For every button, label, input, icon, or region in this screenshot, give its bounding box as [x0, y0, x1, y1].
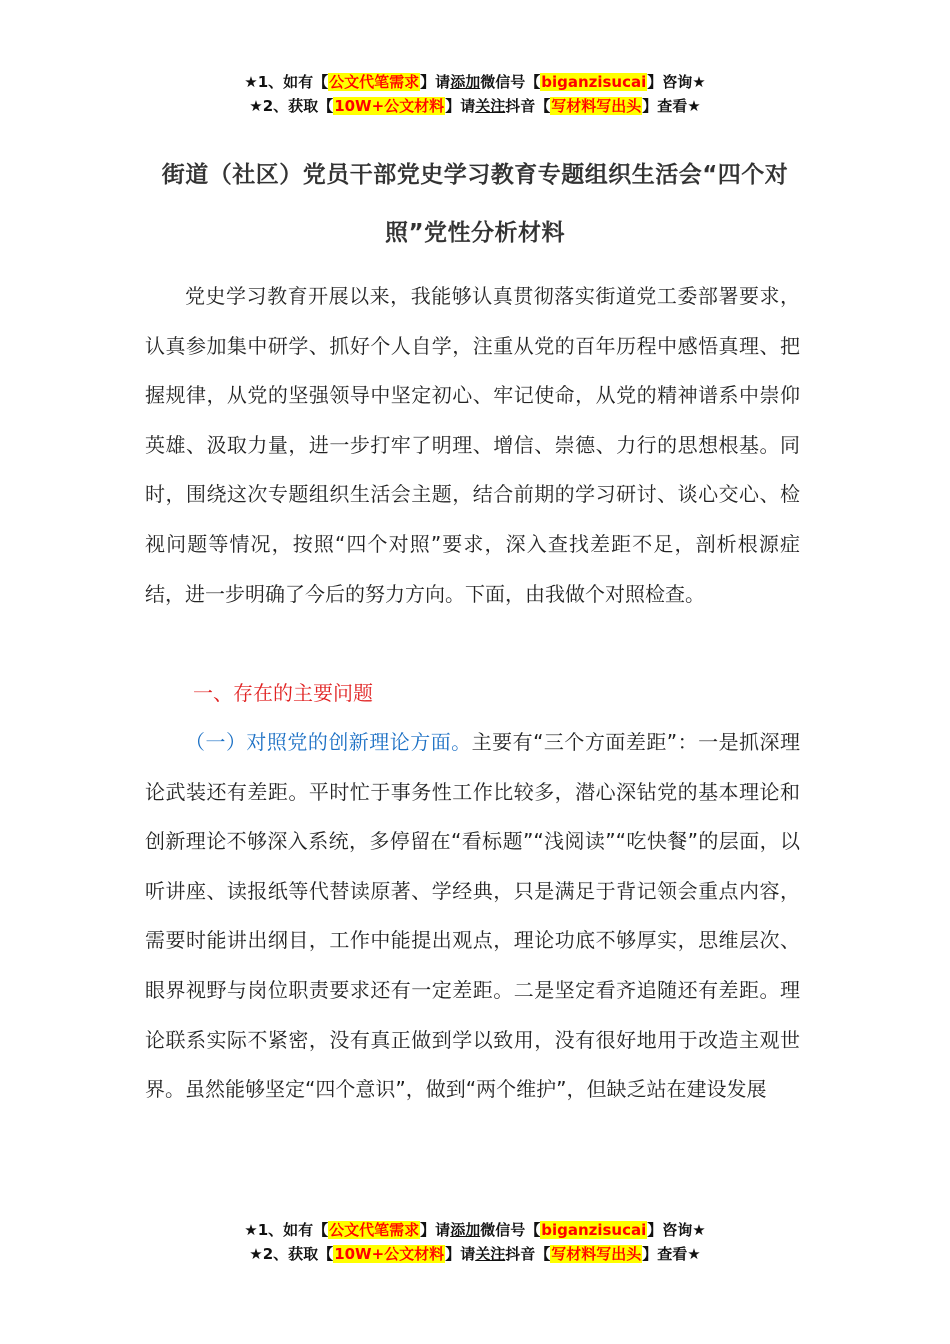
paragraph-theory-text: 主要有“三个方面差距”：一是抓深理论武装还有差距。平时忙于事务性工作比较多，潜心深钻党的基本理论和创新理论不够深入系统，多停留在“看标题”“浅阅读”“吃快餐”的层面，以听讲座、读报纸等代替读原著、学经典，只是满足于背记领会重点内容，需要时能讲出纲目，工作中能提出观点，理论功底不够厚实，思维层次、眼界视野与岗位职责要求还有一定差距。二是坚定看齐追随还有差距。理论联系实际不紧密，没有真正做到学以致用，没有很好地用于改造主观世界。虽然能够坚定“四个意识”，做到“两个维护”，但缺乏站在建设发展: [145, 730, 801, 1102]
subsection-heading-theory: （一）对照党的创新理论方面。: [185, 730, 472, 754]
highlight-douyin-id: 写材料写出头: [551, 1245, 642, 1263]
highlight-materials: 10W+公文材料: [334, 97, 445, 115]
highlight-service: 公文代笔需求: [329, 1221, 420, 1239]
highlight-wechat-id: biganzisucai: [541, 1221, 647, 1239]
promo-line-1: ★1、如有【公文代笔需求】请添加微信号【biganzisucai】咨询★: [244, 73, 706, 91]
promo-line-2: ★2、获取【10W+公文材料】请关注抖音【写材料写出头】查看★: [249, 97, 701, 115]
paragraph-intro: 党史学习教育开展以来，我能够认真贯彻落实街道党工委部署要求，认真参加集中研学、抓好个人自学，注重从党的百年历程中感悟真理、把握规律，从党的坚强领导中坚定初心、牢记使命，从党的精神谱系中崇仰英雄、汲取力量，进一步打牢了明理、增信、崇德、力行的思想根基。同时，围绕这次专题组织生活会主题，结合前期的学习研讨、谈心交心、检视问题等情况，按照“四个对照”要求，深入查找差距不足，剖析根源症结，进一步明确了今后的努力方向。下面，由我做个对照检查。: [145, 284, 800, 606]
paragraph-theory: [145, 718, 800, 1115]
highlight-douyin-id: 写材料写出头: [551, 97, 642, 115]
highlight-materials: 10W+公文材料: [334, 1245, 445, 1263]
promo-banner-bottom: [0, 1218, 950, 1266]
promo-banner-top: [0, 70, 950, 118]
promo-line-2: ★2、获取【10W+公文材料】请关注抖音【写材料写出头】查看★: [249, 1245, 701, 1263]
highlight-service: 公文代笔需求: [329, 73, 420, 91]
promo-line-1: ★1、如有【公文代笔需求】请添加微信号【biganzisucai】咨询★: [244, 1221, 706, 1239]
document-title: 街道（社区）党员干部党史学习教育专题组织生活会“四个对照”党性分析材料: [161, 162, 789, 246]
highlight-wechat-id: biganzisucai: [541, 73, 647, 91]
section-heading-problems: 一、存在的主要问题: [193, 681, 373, 705]
